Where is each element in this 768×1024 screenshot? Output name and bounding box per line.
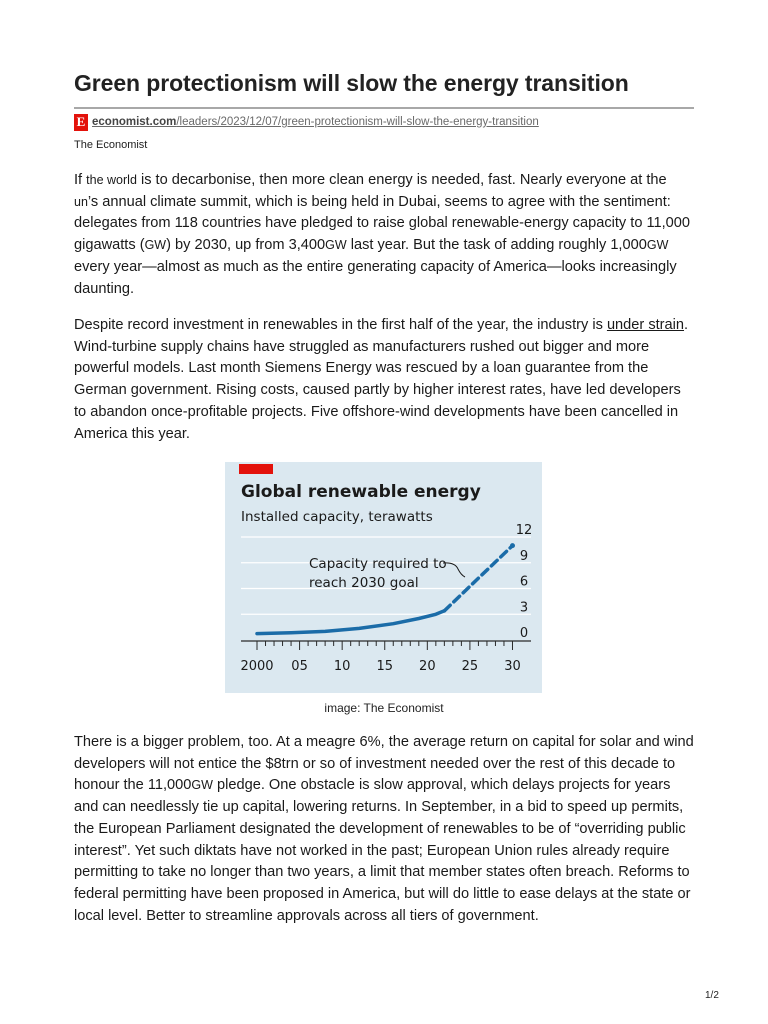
image-caption: image: The Economist — [324, 701, 444, 715]
x-tick-label-30: 30 — [504, 659, 521, 674]
y-tick-label-0: 0 — [519, 626, 529, 641]
y-tick-label-9: 9 — [519, 548, 529, 564]
source-url-row — [74, 113, 539, 131]
x-tick-label-15: 15 — [376, 659, 394, 674]
source-url-link[interactable] — [92, 116, 539, 128]
chart-figure — [225, 462, 542, 693]
x-tick-label-10: 10 — [333, 659, 351, 674]
dashed-line-end-dot — [510, 543, 515, 548]
paragraph-2: Despite record investment in renewables in the first half of the year, the industry is under strain. Wind-turbine supply chains have struggled as manufacturers rushed out bigger and more powerful models. Last month Siemens Energy was rescued by a loan guarantee from the German government. Rising costs, caused partly by higher interest rates, have led developers to abandon once-profitable projects. Five offshore-wind developments have been cancelled in America this year. — [74, 317, 689, 442]
chart-title: Global renewable energy — [241, 482, 481, 502]
required-capacity-dashed-line — [444, 546, 512, 611]
paragraph-3: There is a bigger problem, too. At a meagre 6%, the average return on capital for solar and wind developers will not entice the $8trn or so of investment needed over the rest of this decade to honour the 11,000GW pledge. One obstacle is slow approval, which delays projects for years and can needlessly tie up capital, lowering returns. In September, in a bid to speed up permits, the European Parliament designated the development of renewables to be of “overriding public interest”. Yet such diktats have not worked in the past; European Union rules already require permitting to take no longer than two years, a limit that member states often breach. Reforms to federal permitting have been proposed in America, but will do little to ease delays at the state or local level. Better to streamline approvals across all tiers of government. — [74, 734, 694, 924]
renewable-energy-chart — [225, 462, 542, 693]
y-tick-label-12: 12 — [515, 523, 533, 538]
annotation-line-1: Capacity required to — [309, 556, 447, 572]
x-tick-label-05: 05 — [291, 659, 308, 674]
article-title: Green protectionism will slow the energy transition — [74, 70, 629, 96]
chart-red-tag — [239, 464, 273, 474]
annotation-line-2: reach 2030 goal — [309, 575, 419, 591]
title-divider — [74, 107, 694, 109]
source-url — [92, 116, 539, 128]
x-tick-label-25: 25 — [461, 659, 479, 674]
x-tick-label-2000: 2000 — [240, 659, 274, 674]
paragraph-1: If the world is to decarbonise, then more clean energy is needed, fast. Nearly everyone at the un’s annual climate summit, which is being held in Dubai, seems to agree with the sentiment: delegates from 118 countries have pledged to raise global renewable-energy capacity to 11,000 gigawatts (GW) by 2030, up from 3,400GW last year. But the task of adding roughly 1,000GW every year—almost as much as the entire generating capacity of America—looks increasingly daunting. — [74, 172, 691, 297]
url-path: /leaders/2023/12/07/green-protectionism-will-slow-the-energy-transition — [176, 116, 539, 128]
source-name: The Economist — [74, 139, 148, 151]
x-tick-label-20: 20 — [419, 659, 436, 674]
url-domain: economist.com — [92, 116, 177, 128]
y-tick-label-3: 3 — [519, 600, 529, 616]
economist-logo-icon: E — [74, 114, 88, 131]
page-number: 1/2 — [705, 990, 719, 1001]
chart-subtitle: Installed capacity, terawatts — [241, 509, 433, 525]
under-strain-link[interactable]: under strain — [606, 317, 685, 333]
y-tick-label-6: 6 — [519, 574, 529, 590]
